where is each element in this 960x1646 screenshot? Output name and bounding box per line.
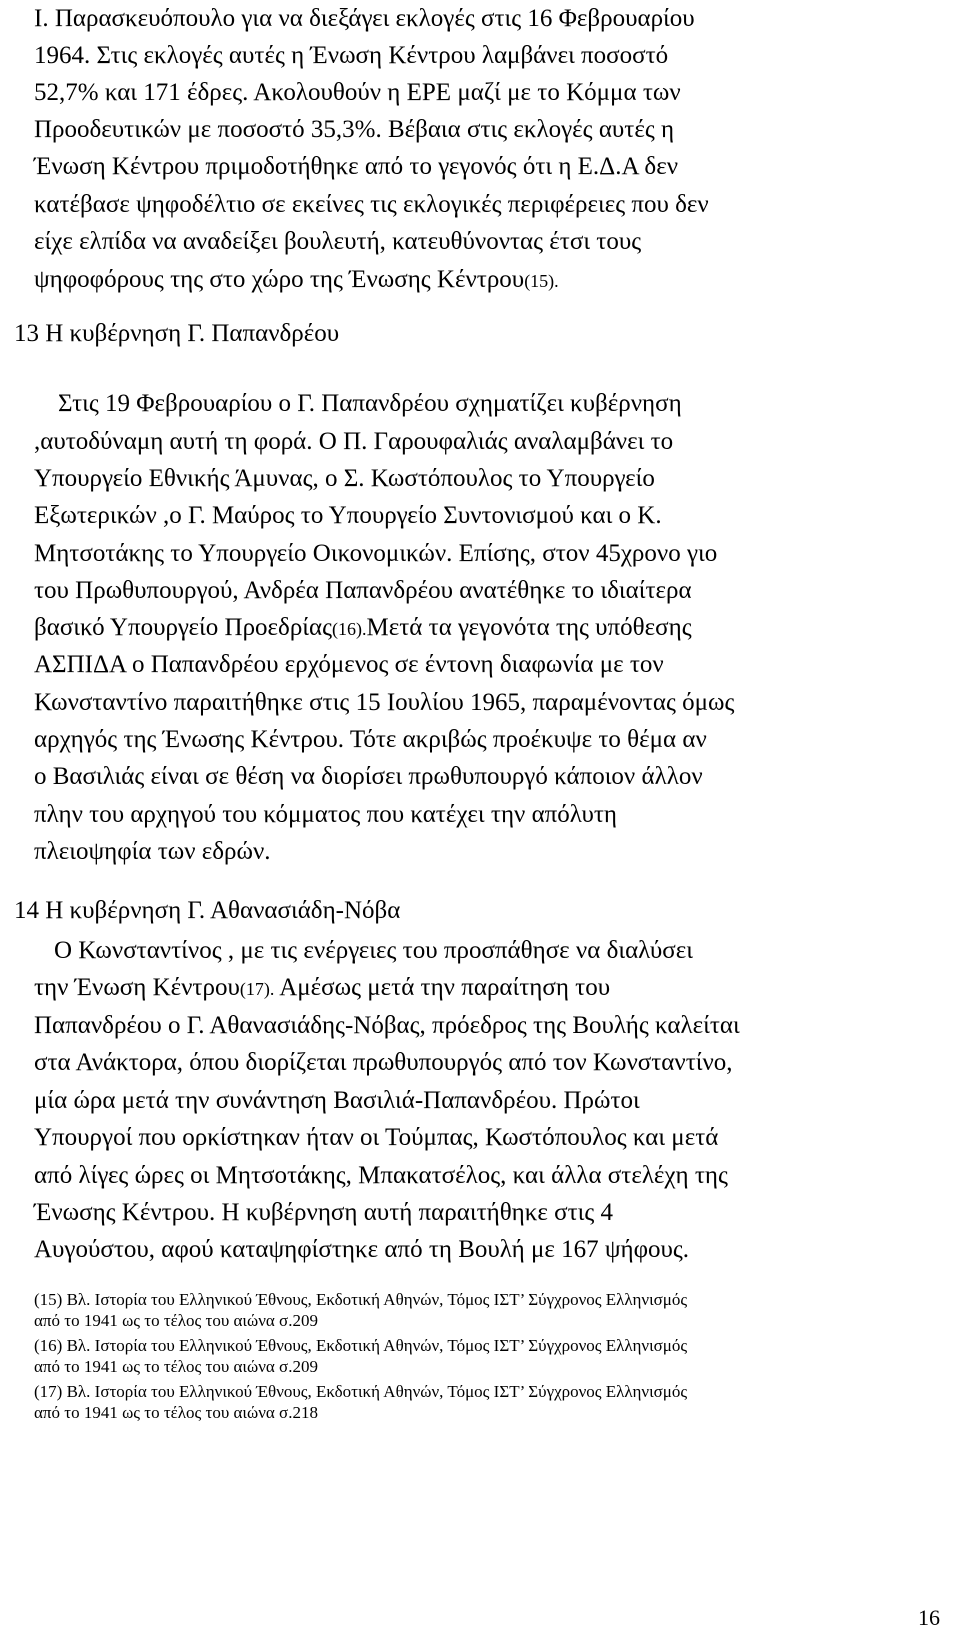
text-line: από λίγες ώρες οι Μητσοτάκης, Μπακατσέλος, και άλλα στελέχη της [34,1162,728,1189]
footnote-16: (16) Βλ. Ιστορία του Ελληνικού Έθνους, Εκδοτική Αθηνών, Τόμος ΙΣΤ’ Σύγχρονος Ελληνισμός [34,1336,688,1355]
text-line: στα Ανάκτορα, όπου διορίζεται πρωθυπουργός από τον Κωνσταντίνο, [34,1049,733,1076]
text-line: Κωνσταντίνο παραιτήθηκε στις 15 Ιουλίου 1965, παραμένοντας όμως [34,689,735,716]
text-line [34,969,610,1008]
text-line: κατέβασε ψηφοδέλτιο σε εκείνες τις εκλογικές περιφέρειες που δεν [34,191,709,218]
page-number: 16 [918,1605,940,1630]
text-line: ο Βασιλιάς είναι σε θέση να διορίσει πρωθυπουργό κάποιον άλλον [34,763,703,790]
text-line: ,αυτοδύναμη αυτή τη φορά. Ο Π. Γαρουφαλιάς αναλαμβάνει το [34,428,674,455]
text-line: Ο Κωνσταντίνος , με τις ενέργειες του προσπάθησε να διαλύσει [54,937,693,964]
text-segment: Μετά τα γεγονότα της υπόθεσης [366,614,692,641]
footnote-17: (17) Βλ. Ιστορία του Ελληνικού Έθνους, Εκδοτική Αθηνών, Τόμος ΙΣΤ’ Σύγχρονος Ελληνισμός [34,1382,688,1401]
text-line: αρχηγός της Ένωσης Κέντρου. Τότε ακριβώς προέκυψε το θέμα αν [34,726,707,753]
footnote-16-cont: από το 1941 ως το τέλος του αιώνα σ.209 [34,1357,318,1376]
text-line: είχε ελπίδα να αναδείξει βουλευτή, κατευθύνοντας έτσι τους [34,228,642,255]
footnote-ref-17: (17). [239,979,275,999]
text-line [34,609,692,648]
text-line: Εξωτερικών ,ο Γ. Μαύρος το Υπουργείο Συντονισμού και ο Κ. [34,502,662,529]
footnote-ref-16: (16). [332,619,367,639]
text-segment: Αμέσως μετά την παραίτηση του [274,974,611,1001]
text-line: Υπουργείο Εθνικής Άμυνας, ο Σ. Κωστόπουλος το Υπουργείο [34,465,655,492]
text-segment: βασικό Υπουργείο Προεδρίας [34,614,333,641]
text-line: Προοδευτικών με ποσοστό 35,3%. Βέβαια στις εκλογές αυτές η [34,116,675,143]
text-line: Μητσοτάκης το Υπουργείο Οικονομικών. Επίσης, στον 45χρονο γιο [34,540,718,567]
text-line: ΑΣΠΙΔΑ ο Παπανδρέου ερχόμενος σε έντονη διαφωνία με τον [34,651,664,678]
section-heading-14: 14 Η κυβέρνηση Γ. Αθανασιάδη-Νόβα [14,897,401,924]
footnote-ref-15: (15). [524,271,559,291]
text-line: Ι. Παρασκευόπουλο για να διεξάγει εκλογές στις 16 Φεβρουαρίου [34,5,695,32]
text-line: 1964. Στις εκλογές αυτές η Ένωση Κέντρου λαμβάνει ποσοστό [34,42,669,69]
text-segment: ψηφοφόρους της στο χώρο της Ένωσης Κέντρου [34,266,525,293]
text-line: Υπουργοί που ορκίστηκαν ήταν οι Τούμπας, Κωστόπουλος και μετά [34,1124,719,1151]
text-line: Αυγούστου, αφού καταψηφίστηκε από τη Βουλή με 167 ψήφους. [34,1236,690,1263]
text-line: πλειοψηφία των εδρών. [34,838,271,865]
text-line: 52,7% και 171 έδρες. Ακολουθούν η ΕΡΕ μαζί με το Κόμμα των [34,79,681,106]
text-segment: την Ένωση Κέντρου [34,974,240,1001]
text-line: Στις 19 Φεβρουαρίου ο Γ. Παπανδρέου σχηματίζει κυβέρνηση [58,390,682,417]
text-line: πλην του αρχηγού του κόμματος που κατέχει την απόλυτη [34,801,617,828]
footnote-17-cont: από το 1941 ως το τέλος του αιώνα σ.218 [34,1403,318,1422]
text-line: Παπανδρέου ο Γ. Αθανασιάδης-Νόβας, πρόεδρος της Βουλής καλείται [34,1012,740,1039]
text-line: Ένωση Κέντρου πριμοδοτήθηκε από το γεγονός ότι η Ε.Δ.Α δεν [34,153,679,180]
section-heading-13: 13 Η κυβέρνηση Γ. Παπανδρέου [14,320,340,347]
text-line: Ένωσης Κέντρου. Η κυβέρνηση αυτή παραιτήθηκε στις 4 [34,1199,613,1226]
text-line [34,261,559,300]
text-line: του Πρωθυπουργού, Ανδρέα Παπανδρέου ανατέθηκε το ιδιαίτερα [34,577,692,604]
footnote-15-cont: από το 1941 ως το τέλος του αιώνα σ.209 [34,1311,318,1330]
footnote-15: (15) Βλ. Ιστορία του Ελληνικού Έθνους, Εκδοτική Αθηνών, Τόμος ΙΣΤ’ Σύγχρονος Ελληνισμός [34,1290,688,1309]
text-line: μία ώρα μετά την συνάντηση Βασιλιά-Παπανδρέου. Πρώτοι [34,1087,640,1114]
